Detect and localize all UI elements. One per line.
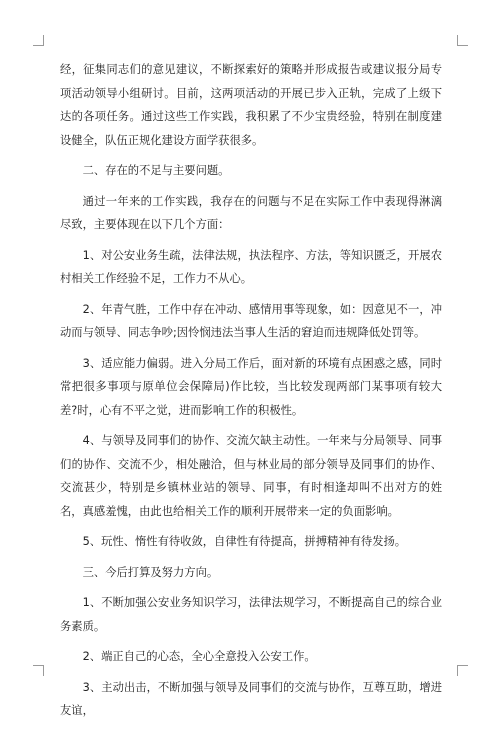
list-item-problem-5: 5、玩性、惰性有待收敛，自律性有待提高，拼搏精神有待发扬。 (82, 535, 407, 548)
corner-mark-top-right (457, 35, 468, 46)
corner-mark-bottom-left (33, 665, 44, 676)
corner-mark-bottom-right (457, 665, 468, 676)
corner-mark-top-left (33, 35, 44, 46)
list-item-problem-4: 4、与领导及同事们的协作、交流欠缺主动性。一年来与分局领导、同事们的协作、交流不少，相处融洽，但与林业局的部分领导及同事们的协作、交流甚少，特别是乡镇林业站的领导、同事，有时相逢却叫不出对方的姓名，真感羞愧，由此也给相关工作的顺利开展带来一定的负面影响。 (60, 434, 442, 518)
paragraph-problems-intro: 通过一年来的工作实践，我存在的问题与不足在实际工作中表现得淋漓尽致，主要体现在以下几个方面： (60, 194, 442, 231)
list-item-problem-3: 3、适应能力偏弱。进入分局工作后，面对新的环境有点困惑之感，同时常把很多事项与原单位会保障局)作比较，当比较发现两部门某事项有较大差?时，心有不平之觉，进而影响工作的积极性。 (60, 356, 442, 417)
list-item-plan-3: 3、主动出击，不断加强与领导及同事们的交流与协作，互尊互助，增进友谊， (60, 680, 442, 717)
paragraph-continuation: 经，征集同志们的意见建议，不断探索好的策略并形成报告或建议报分局专项活动领导小组研讨。目前，这两项活动的开展已步入正轨，完成了上级下达的各项任务。通过这些工作实践，我积累了不少宝贵经验，特别在制度建设健全，队伍正规化建设方面学获很多。 (60, 63, 442, 147)
list-item-problem-1: 1、对公安业务生疏，法律法规，执法程序、方法，等知识匮乏，开展农村相关工作经验不足，工作力不从心。 (60, 248, 442, 285)
list-item-plan-1: 1、不断加强公安业务知识学习，法律法规学习，不断提高自己的综合业务素质。 (60, 596, 442, 633)
section-heading-problems: 二、存在的不足与主要问题。 (82, 164, 230, 177)
list-item-problem-2: 2、年青气胜，工作中存在冲动、感情用事等现象，如：因意见不一，冲动而与领导、同志争吵;因怜悯违法当事人生活的窘迫而违规降低处罚等。 (60, 302, 442, 339)
section-heading-plans: 三、今后打算及努力方向。 (82, 565, 219, 579)
list-item-plan-2: 2、端正自己的心态，全心全意投入公安工作。 (82, 650, 316, 663)
document-body (60, 58, 442, 730)
